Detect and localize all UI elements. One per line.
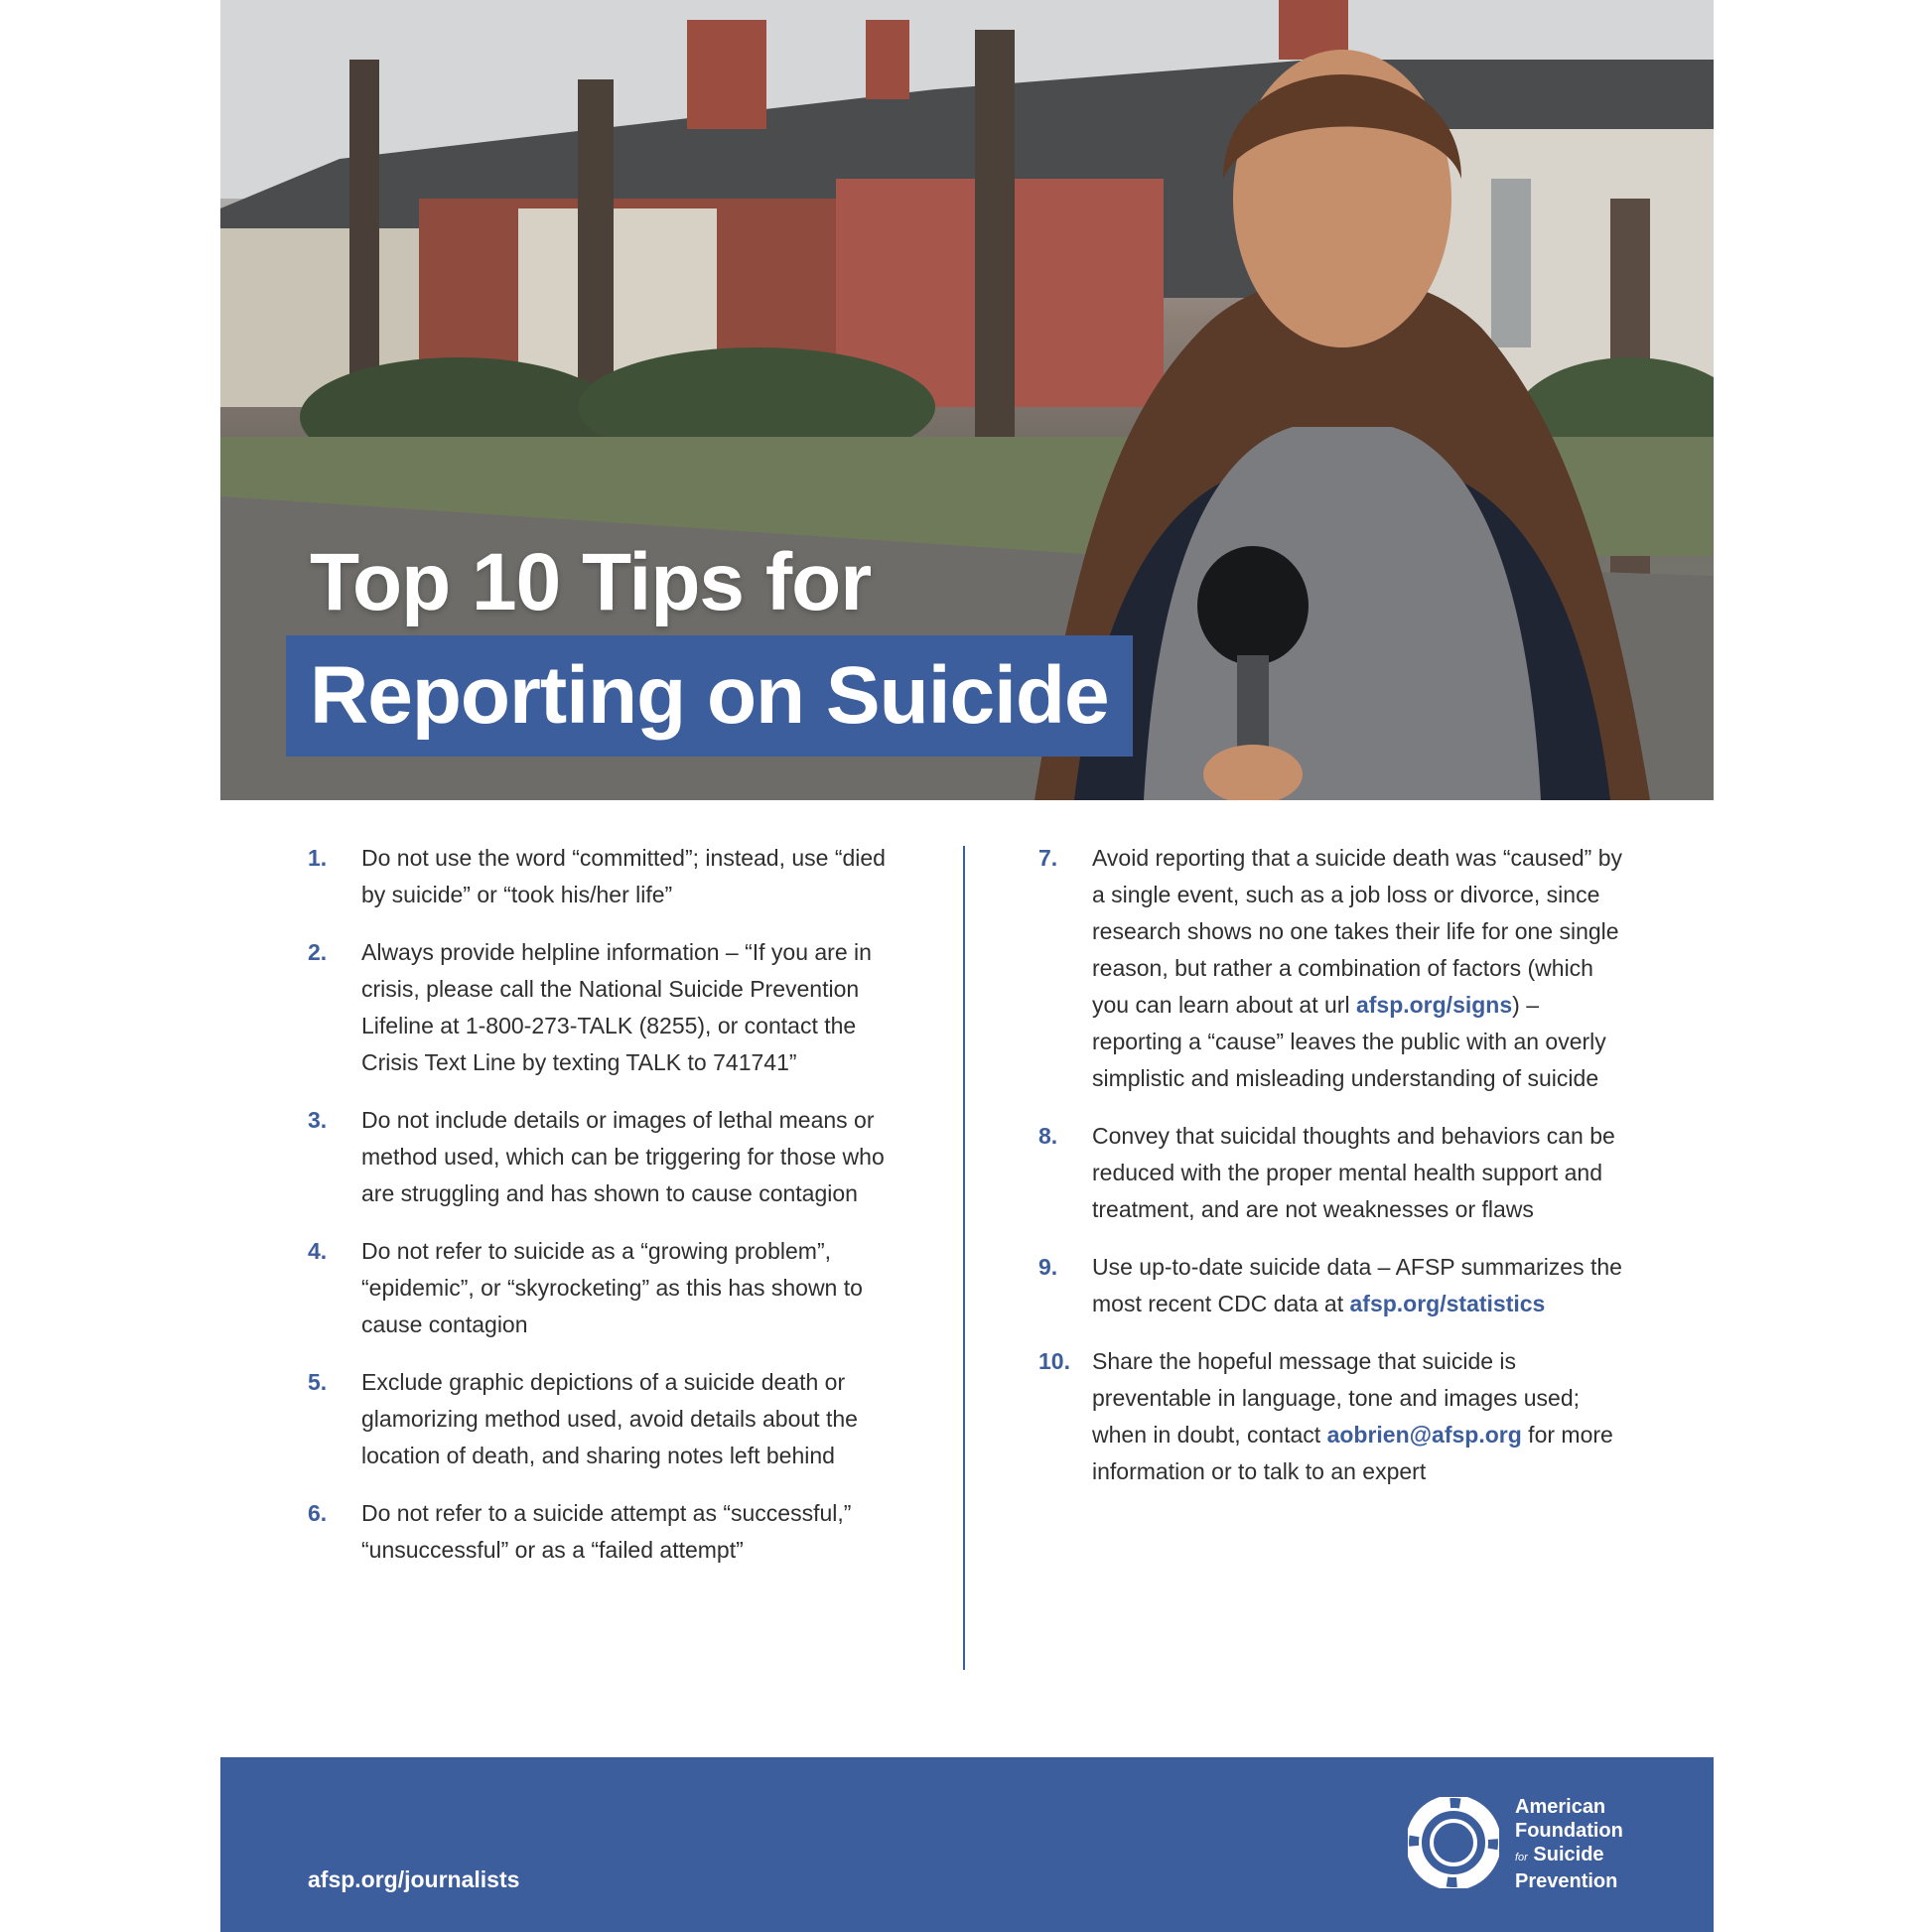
- tip-text-segment: Do not include details or images of lethal means or method used, which can be triggering for those who are struggling and has shown to cause contagion: [361, 1107, 885, 1206]
- logo-line-foundation: Foundation: [1515, 1820, 1623, 1842]
- tip-number: 8.: [1038, 1123, 1058, 1149]
- tip-text: [1092, 1249, 1624, 1322]
- tip-link[interactable]: aobrien@afsp.org: [1326, 1422, 1522, 1448]
- tip-item: [308, 1233, 903, 1343]
- logo-line-prevention: Prevention: [1515, 1870, 1618, 1892]
- tip-number: 1.: [308, 845, 328, 871]
- logo-suicide: Suicide: [1533, 1844, 1604, 1865]
- afsp-logo-text: [1515, 1795, 1623, 1893]
- logo-for: for: [1515, 1852, 1528, 1863]
- tip-text-segment: Do not use the word “committed”; instead, use “died by suicide” or “took his/her life”: [361, 845, 886, 907]
- tip-text: [361, 1102, 903, 1212]
- tip-text-segment: Always provide helpline information – “If you are in crisis, please call the National Suicide Prevention Lifeline at 1-800-273-TALK (8255), or contact the Crisis Text Line by texting TALK to 741741”: [361, 939, 872, 1075]
- tip-item: [1038, 1118, 1624, 1228]
- footer-journalists-link[interactable]: afsp.org/journalists: [308, 1866, 520, 1892]
- tip-number: 6.: [308, 1500, 328, 1526]
- tip-text: [1092, 1118, 1624, 1228]
- tip-text: [361, 1233, 903, 1343]
- hero-title-line2: Reporting on Suicide: [310, 650, 1109, 741]
- tip-number: 9.: [1038, 1254, 1058, 1280]
- tip-item: [308, 934, 903, 1081]
- tips-column-right: [1038, 840, 1624, 1511]
- tip-text: [361, 1364, 903, 1474]
- tip-text-segment: Use up-to-date suicide data – AFSP summarizes the most recent CDC data at: [1092, 1254, 1622, 1316]
- tip-text: [1092, 1343, 1624, 1490]
- tip-item: [308, 840, 903, 913]
- logo-line-suicide: [1515, 1843, 1623, 1869]
- tip-text: [361, 1495, 903, 1569]
- tip-text-segment: Do not refer to a suicide attempt as “successful,” “unsuccessful” or as a “failed attempt”: [361, 1500, 852, 1563]
- tip-item: [308, 1102, 903, 1212]
- hero-title-line1: Top 10 Tips for: [310, 537, 872, 627]
- tip-item: [1038, 840, 1624, 1097]
- tip-text: [1092, 840, 1624, 1097]
- hero-title-highlight: [286, 635, 1133, 757]
- tip-item: [1038, 1249, 1624, 1322]
- tip-text: [361, 840, 903, 913]
- tip-number: 5.: [308, 1369, 328, 1395]
- tip-number: 7.: [1038, 845, 1058, 871]
- tip-text-segment: Avoid reporting that a suicide death was “caused” by a single event, such as a job loss or divorce, since research shows no one takes their life for one single reason, but rather a combination of factors (which you can learn about at url: [1092, 845, 1622, 1018]
- tip-number: 3.: [308, 1107, 328, 1133]
- tip-text-segment: for more information or to talk to an expert: [1092, 1422, 1613, 1484]
- column-divider: [963, 846, 965, 1670]
- tip-number: 2.: [308, 939, 328, 965]
- logo-line-american: American: [1515, 1796, 1606, 1818]
- hero-photo: [220, 0, 1714, 800]
- tip-number: 4.: [308, 1238, 328, 1264]
- tip-link[interactable]: afsp.org/statistics: [1349, 1291, 1546, 1316]
- tip-text-segment: Exclude graphic depictions of a suicide death or glamorizing method used, avoid details about the location of death, and sharing notes left behind: [361, 1369, 858, 1468]
- tip-item: [308, 1495, 903, 1569]
- tip-text-segment: Share the hopeful message that suicide is preventable in language, tone and images used; when in doubt, contact: [1092, 1348, 1581, 1448]
- tip-number: 10.: [1038, 1348, 1070, 1374]
- life-ring-icon: [1408, 1797, 1499, 1888]
- tips-column-left: [308, 840, 903, 1589]
- tip-item: [308, 1364, 903, 1474]
- tip-item: [1038, 1343, 1624, 1490]
- flyer-page: [220, 0, 1714, 1932]
- tip-text: [361, 934, 903, 1081]
- tip-text-segment: Do not refer to suicide as a “growing problem”, “epidemic”, or “skyrocketing” as this has shown to cause contagion: [361, 1238, 863, 1337]
- tip-text-segment: ) – reporting a “cause” leaves the public with an overly simplistic and misleading understanding of suicide: [1092, 992, 1606, 1091]
- tip-text-segment: Convey that suicidal thoughts and behaviors can be reduced with the proper mental health support and treatment, and are not weaknesses or flaws: [1092, 1123, 1615, 1222]
- tip-link[interactable]: afsp.org/signs: [1355, 992, 1513, 1018]
